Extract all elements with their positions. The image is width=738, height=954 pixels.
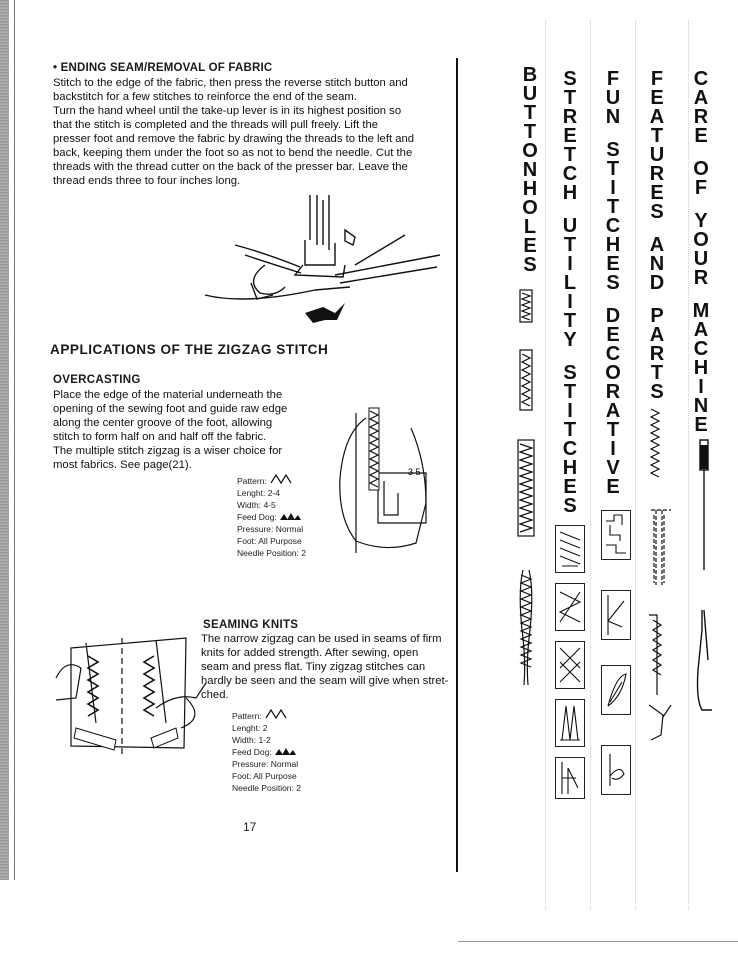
tab-letter: E (606, 324, 620, 346)
stitch-sample-box (601, 745, 631, 795)
tab-letter: A (605, 400, 621, 422)
tab-care-of-your-machine[interactable] (694, 70, 708, 435)
ending-line: thread ends three to four inches long. (53, 175, 241, 187)
zigzag-stretch-icon (556, 584, 584, 630)
dotted-guide (635, 20, 636, 910)
tab-letter: T (563, 310, 577, 332)
tab-letter: N (605, 106, 621, 128)
tab-letter: H (562, 182, 578, 204)
tab-letter: Y (563, 329, 577, 351)
tab-letter: R (693, 106, 709, 128)
tab-letter: T (650, 362, 664, 384)
tab-letter: S (563, 362, 577, 384)
tab-letter: N (649, 253, 665, 275)
pressure-setting: Pressure: Normal (237, 524, 304, 534)
overlock-icon (556, 700, 584, 746)
page-number: 17 (243, 820, 257, 834)
tab-letter: T (523, 121, 537, 143)
tab-letter: A (693, 87, 709, 109)
tab-letter: A (649, 106, 665, 128)
tab-letter: Y (694, 210, 708, 232)
overcasting-line: stitch to form half on and half off the fabric. (53, 431, 267, 443)
tab-buttonholes[interactable] (520, 66, 540, 275)
applications-heading: APPLICATIONS OF THE ZIGZAG STITCH (50, 342, 329, 357)
width-setting: Width: 4-5 (237, 500, 276, 510)
seaming-settings (232, 709, 301, 794)
seaming-line: knits for added strength. After sewing, open (201, 647, 419, 659)
blind-hem-icon (556, 758, 584, 798)
pattern-label: Pattern: (232, 711, 262, 721)
tab-label (606, 70, 620, 127)
tab-letter: B (522, 64, 538, 86)
tab-letter: U (522, 83, 538, 105)
seaming-line: The narrow zigzag can be used in seams of firm (201, 633, 442, 645)
overcasting-settings (237, 474, 306, 559)
overcasting-line: along the center groove of the foot, allowing (53, 417, 273, 429)
pattern-label: Pattern: (237, 476, 267, 486)
tab-letter: T (606, 419, 620, 441)
tab-features-and-parts[interactable] (647, 70, 667, 402)
dotted-guide (688, 20, 689, 910)
tab-label (694, 70, 708, 146)
tab-letter: C (562, 163, 578, 185)
tab-letter: S (523, 254, 537, 276)
tab-letter: S (650, 201, 664, 223)
tab-letter: I (567, 291, 573, 313)
seaming-knits-illustration (56, 628, 206, 763)
tab-letter: T (606, 158, 620, 180)
tab-letter: C (605, 215, 621, 237)
overcasting-illustration (326, 403, 436, 555)
dotted-guide (590, 20, 591, 910)
overcasting-line: most fabrics. See page(21). (53, 459, 192, 471)
bottom-rule (458, 941, 738, 942)
tab-letter: F (606, 68, 620, 90)
page-binding-edge (0, 0, 9, 880)
tab-letter: F (694, 177, 708, 199)
care-samples (690, 440, 720, 740)
stitch-sample-box (555, 757, 585, 799)
tab-letter: C (562, 438, 578, 460)
ending-line: Turn the hand wheel until the take-up lever is in its highest position so (53, 105, 402, 117)
tab-letter: U (605, 87, 621, 109)
dotted-guide (545, 20, 546, 910)
tab-letter: A (649, 234, 665, 256)
tab-letter: O (522, 197, 538, 219)
zigzag-pattern-icon (269, 474, 295, 484)
tab-letter: T (650, 125, 664, 147)
feed-dog-up-icon (274, 747, 296, 755)
tab-letter: E (606, 253, 620, 275)
binding-line (14, 0, 15, 880)
tab-letter: D (605, 305, 621, 327)
tab-letter: R (693, 267, 709, 289)
tab-letter: N (522, 159, 538, 181)
tab-letter: T (523, 102, 537, 124)
needle-setting: Needle Position: 2 (232, 783, 301, 793)
tab-letter: V (606, 457, 620, 479)
ending-line: that the stitch is completed and the threads will pull freely. Lift the (53, 119, 379, 131)
tab-letter: T (563, 234, 577, 256)
pressure-setting: Pressure: Normal (232, 759, 299, 769)
arrow-stitch-icon (602, 591, 630, 639)
tab-letter: H (605, 234, 621, 256)
tab-fun-decorative-stitches[interactable] (603, 70, 623, 497)
script-stitch-icon (602, 746, 630, 794)
tab-stretch-utility-stitches[interactable] (560, 70, 580, 516)
presser-foot-illustration (205, 195, 445, 325)
tab-label (563, 364, 577, 516)
overcasting-line: The multiple stitch zigzag is a wiser choice for (53, 445, 283, 457)
foot-setting: Foot: All Purpose (232, 771, 297, 781)
tab-letter: C (605, 343, 621, 365)
feed-dog-label: Feed Dog: (232, 747, 272, 757)
tab-letter: T (563, 144, 577, 166)
needle-dial-label: 3 5 (408, 467, 421, 477)
tab-letter: I (567, 400, 573, 422)
honeycomb-icon (556, 642, 584, 688)
tab-letter: C (693, 68, 709, 90)
tab-letter: P (650, 305, 664, 327)
tab-letter: S (563, 495, 577, 517)
ending-line: threads with the thread cutter on the back of the presser bar. Leave the (53, 161, 408, 173)
seaming-line: ched. (201, 689, 229, 701)
tab-label (650, 307, 664, 402)
tab-letter: E (606, 476, 620, 498)
overcasting-body (53, 388, 323, 472)
stitch-sample-box (555, 525, 585, 573)
tab-letter: U (562, 215, 578, 237)
tab-letter: U (693, 248, 709, 270)
tab-letter: T (563, 381, 577, 403)
tab-letter: E (694, 414, 708, 436)
seaming-line: seam and press flat. Tiny zigzag stitches can (201, 661, 426, 673)
tab-letter: R (605, 381, 621, 403)
stitch-sample-box (555, 583, 585, 631)
overcasting-line: opening of the sewing foot and guide raw edge (53, 403, 288, 415)
tab-letter: S (650, 381, 664, 403)
length-setting: Lenght: 2 (232, 723, 268, 733)
tab-letter: N (693, 395, 709, 417)
ending-line: Stitch to the edge of the fabric, then press the reverse stitch button and (53, 77, 408, 89)
column-divider (456, 58, 458, 872)
tab-label (522, 66, 538, 275)
tab-letter: A (649, 324, 665, 346)
tab-letter: O (693, 158, 709, 180)
feed-dog-up-icon (279, 512, 301, 520)
tab-letter: S (563, 68, 577, 90)
tab-letter: R (562, 106, 578, 128)
ending-seam-body (53, 76, 453, 188)
tab-letter: M (692, 300, 710, 322)
seaming-heading: SEAMING KNITS (203, 619, 299, 631)
buttonhole-samples (514, 290, 542, 700)
foot-setting: Foot: All Purpose (237, 536, 302, 546)
tab-letter: O (693, 229, 709, 251)
seaming-body (201, 632, 456, 702)
ending-line: backstitch for a few stitches to reinforce the end of the seam. (53, 91, 357, 103)
tab-letter: F (650, 68, 664, 90)
needle-setting: Needle Position: 2 (237, 548, 306, 558)
tab-label (650, 70, 664, 222)
tab-letter: E (694, 125, 708, 147)
ending-line: back, keeping them under the foot so as not to bend the needle. Cut the (53, 147, 413, 159)
features-samples (643, 405, 685, 745)
tab-letter: O (605, 362, 621, 384)
stitch-sample-box (601, 510, 631, 560)
ending-seam-heading: • ENDING SEAM/REMOVAL OF FABRIC (53, 62, 273, 74)
tab-letter: C (693, 338, 709, 360)
ending-line: presser foot and remove the fabric by drawing the threads to the left and (53, 133, 415, 145)
feed-dog-label: Feed Dog: (237, 512, 277, 522)
tab-label (563, 217, 577, 350)
triple-straight-icon (556, 526, 584, 572)
tab-letter: L (563, 272, 577, 294)
greek-key-icon (602, 511, 630, 559)
tab-letter: E (523, 235, 537, 257)
tab-letter: T (563, 419, 577, 441)
tab-letter: E (650, 182, 664, 204)
tab-letter: O (522, 140, 538, 162)
tab-label (650, 236, 664, 293)
tab-letter: I (610, 438, 616, 460)
tab-label (606, 141, 620, 293)
overcasting-line: Place the edge of the material underneath the (53, 389, 283, 401)
tab-letter: T (606, 196, 620, 218)
tab-label (563, 70, 577, 203)
tab-letter: H (562, 457, 578, 479)
tab-letter: E (563, 125, 577, 147)
tab-letter: R (649, 163, 665, 185)
tab-letter: D (649, 272, 665, 294)
seaming-line: hardly be seen and the seam will give when stret- (201, 675, 449, 687)
width-setting: Width: 1-2 (232, 735, 271, 745)
tab-letter: E (650, 87, 664, 109)
tab-letter: R (649, 343, 665, 365)
tab-letter: E (563, 476, 577, 498)
tab-letter: I (567, 253, 573, 275)
tab-letter: H (522, 178, 538, 200)
stitch-sample-box (601, 665, 631, 715)
tab-letter: S (606, 139, 620, 161)
stitch-sample-box (555, 699, 585, 747)
tab-letter: T (563, 87, 577, 109)
stitch-sample-box (555, 641, 585, 689)
stitch-sample-box (601, 590, 631, 640)
tab-label (605, 307, 621, 497)
tab-letter: I (698, 376, 704, 398)
tab-label (693, 160, 709, 198)
length-setting: Lenght: 2-4 (237, 488, 281, 498)
overcasting-heading: OVERCASTING (53, 374, 141, 386)
tab-letter: L (523, 216, 537, 238)
tab-letter: A (693, 319, 709, 341)
tab-label (693, 302, 710, 435)
leaf-stitch-icon (602, 666, 630, 714)
tab-letter: U (649, 144, 665, 166)
tab-letter: I (610, 177, 616, 199)
zigzag-pattern-icon (264, 709, 290, 719)
tab-label (693, 212, 709, 288)
tab-letter: S (606, 272, 620, 294)
tab-letter: H (693, 357, 709, 379)
